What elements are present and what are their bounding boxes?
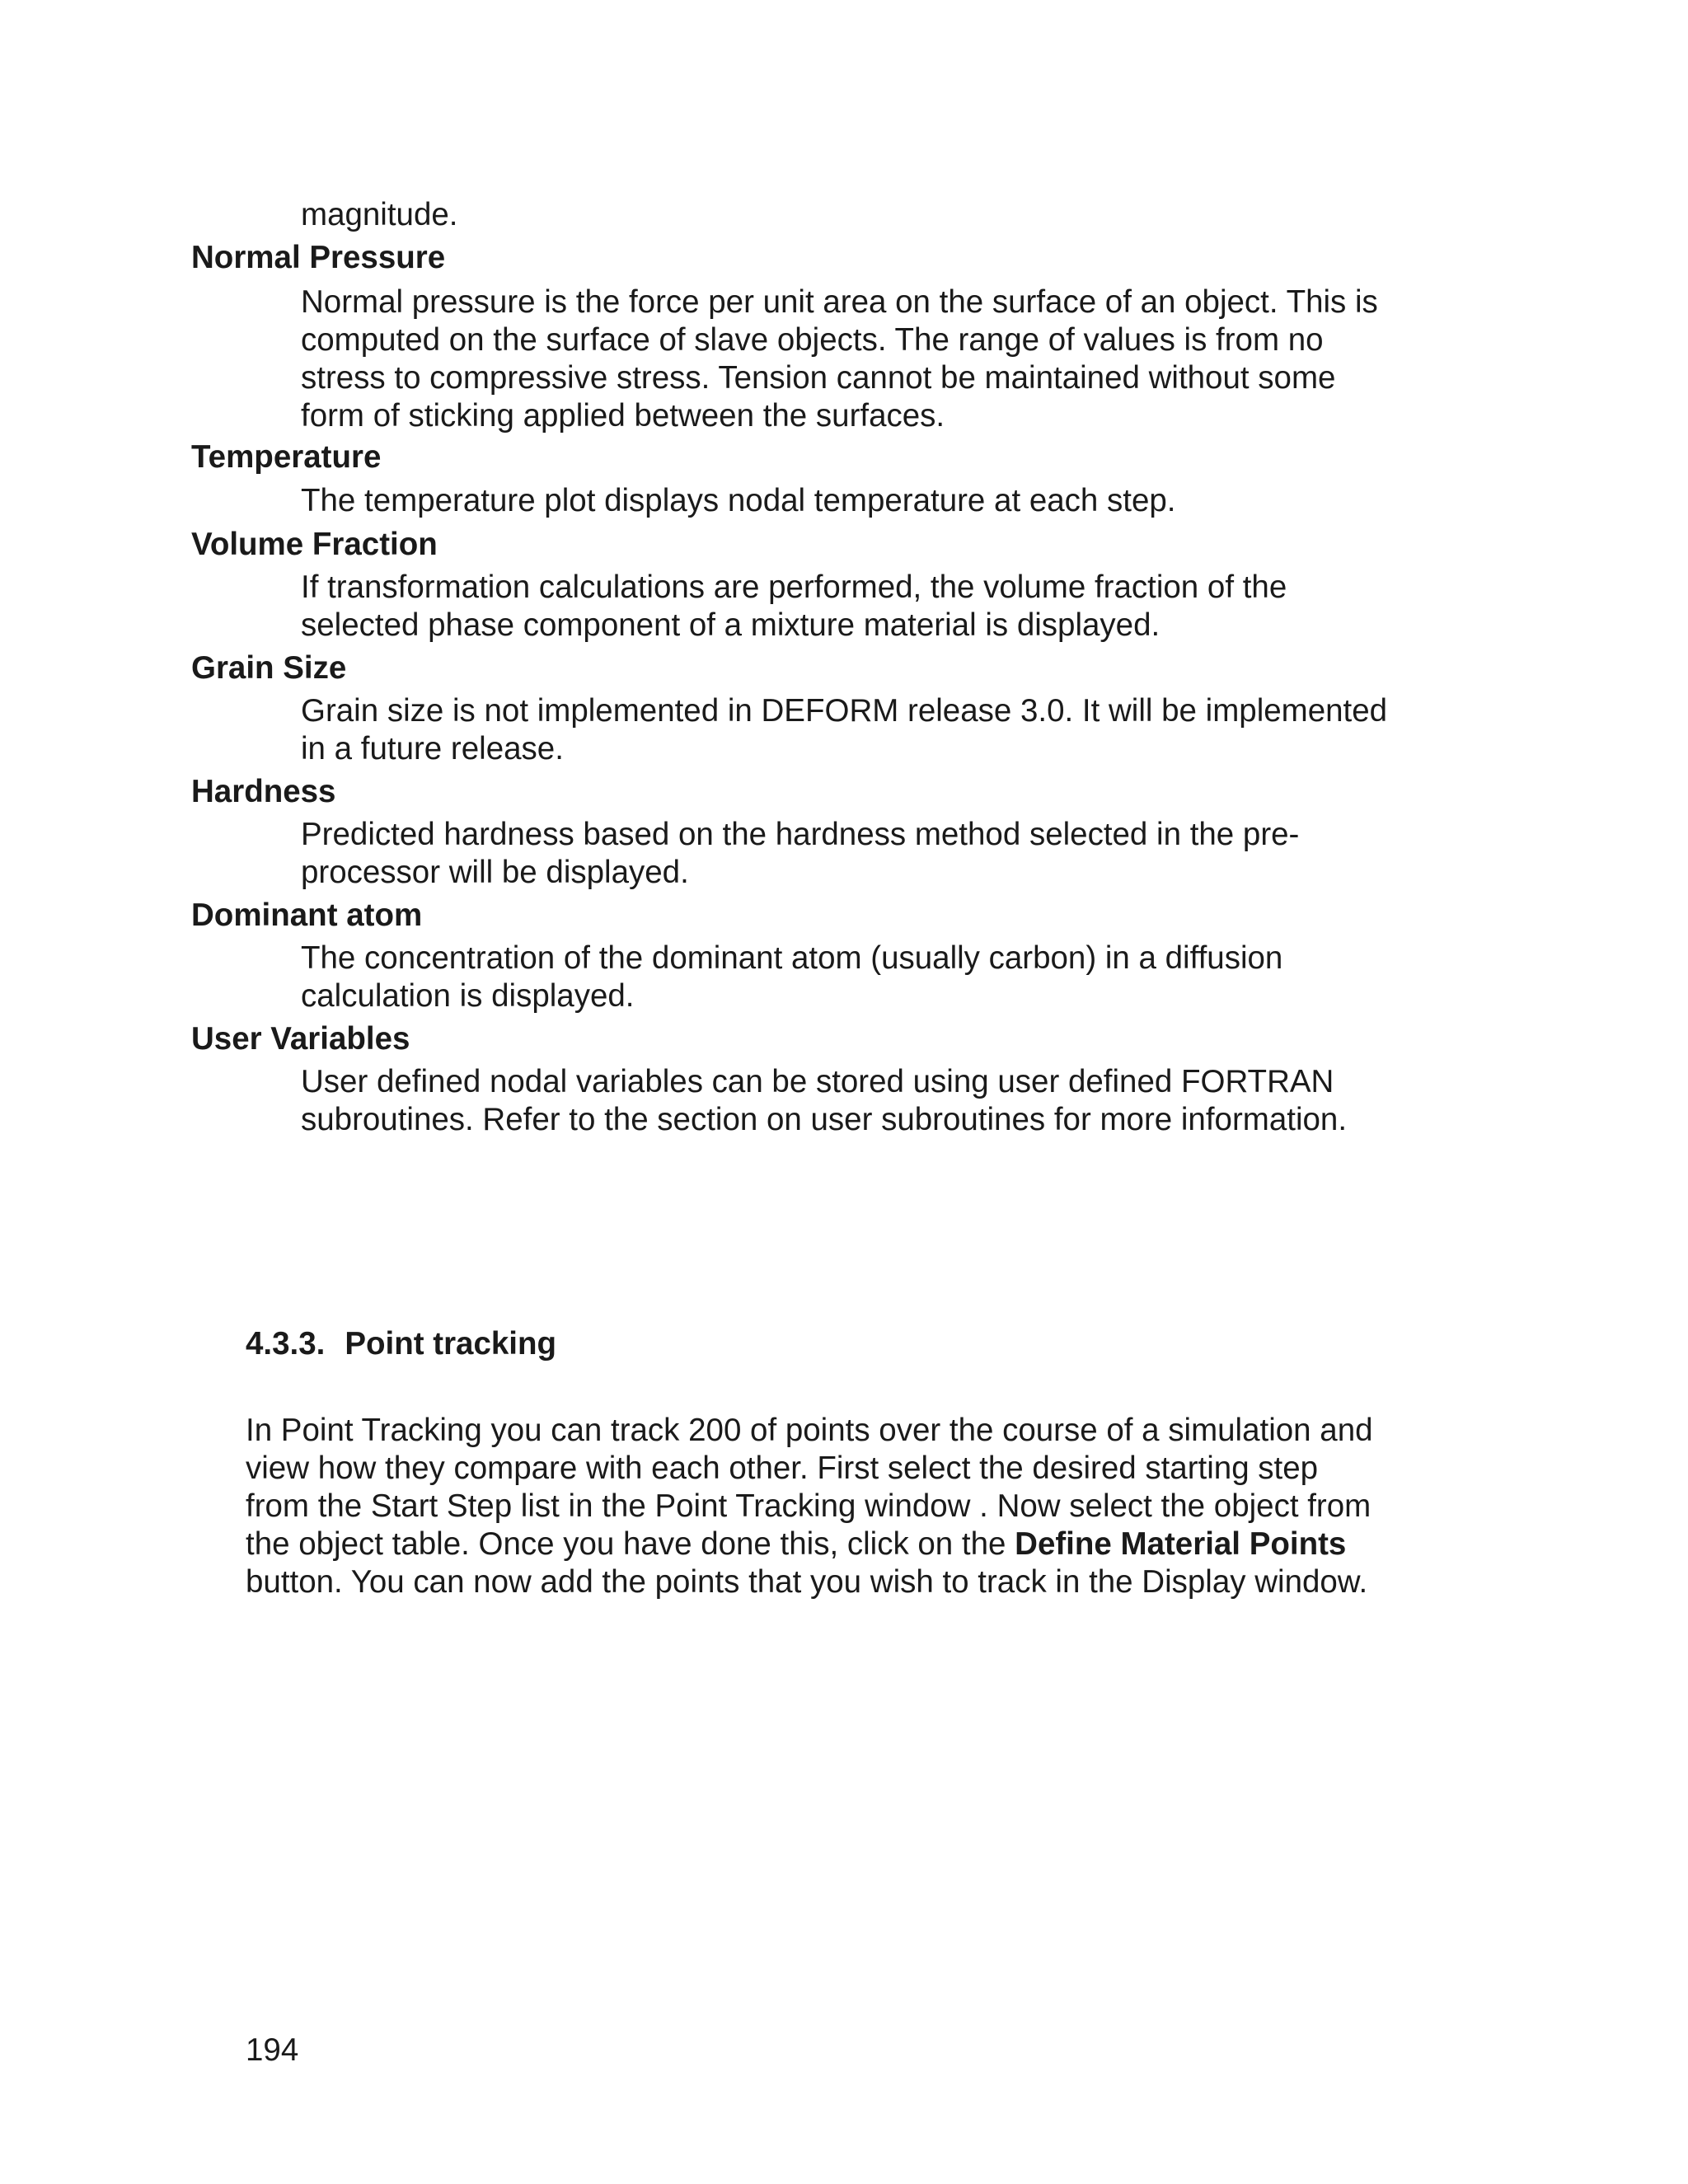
- definition-line: If transformation calculations are performed, the volume fraction of the: [301, 569, 1287, 605]
- section-heading: [246, 1325, 556, 1363]
- definition-normal-pressure: [301, 284, 1537, 435]
- definition-line: selected phase component of a mixture material is displayed.: [301, 607, 1160, 643]
- term-volume-fraction: Volume Fraction: [191, 527, 438, 562]
- definition-line: in a future release.: [301, 731, 564, 766]
- definition-line: form of sticking applied between the surfaces.: [301, 398, 945, 434]
- definition-hardness: [301, 816, 1537, 892]
- definition-line: User defined nodal variables can be stored using user defined FORTRAN: [301, 1064, 1334, 1099]
- term-temperature: Temperature: [191, 439, 382, 475]
- paragraph-text: the object table. Once you have done this, click on the: [246, 1526, 1015, 1562]
- section-number: 4.3.3.: [246, 1326, 326, 1361]
- definition-line: The concentration of the dominant atom (usually carbon) in a diffusion: [301, 940, 1283, 976]
- definition-user-variables: [301, 1063, 1537, 1139]
- definition-line: Predicted hardness based on the hardness method selected in the pre-: [301, 817, 1300, 852]
- definition-line: Normal pressure is the force per unit area on the surface of an object. This is: [301, 284, 1378, 320]
- definition-line: calculation is displayed.: [301, 978, 635, 1014]
- definition-line: processor will be displayed.: [301, 855, 689, 890]
- definition-dominant-atom: [301, 940, 1537, 1015]
- definition-temperature: [301, 482, 1537, 520]
- paragraph-line: In Point Tracking you can track 200 of points over the course of a simulation and: [246, 1413, 1373, 1448]
- page-number: 194: [246, 2032, 299, 2068]
- term-dominant-atom: Dominant atom: [191, 898, 423, 933]
- section-title: Point tracking: [345, 1326, 557, 1361]
- definition-line: The temperature plot displays nodal temperature at each step.: [301, 483, 1176, 518]
- definition-grain-size: [301, 692, 1537, 768]
- definition-volume-fraction: [301, 569, 1537, 644]
- definition-line: Grain size is not implemented in DEFORM release 3.0. It will be implemented: [301, 693, 1388, 729]
- paragraph-line: view how they compare with each other. First select the desired starting step: [246, 1451, 1319, 1486]
- paragraph-line: from the Start Step list in the Point Tracking window . Now select the object from: [246, 1488, 1372, 1524]
- continuation-line: [301, 196, 1537, 234]
- continuation-text: magnitude.: [301, 197, 458, 232]
- define-material-points-label: Define Material Points: [1015, 1526, 1347, 1562]
- paragraph-line: [246, 1526, 1482, 1563]
- term-grain-size: Grain Size: [191, 650, 347, 686]
- definition-line: stress to compressive stress. Tension cannot be maintained without some: [301, 360, 1336, 396]
- paragraph-line: button. You can now add the points that you wish to track in the Display window.: [246, 1564, 1368, 1600]
- definition-line: subroutines. Refer to the section on user subroutines for more information.: [301, 1102, 1348, 1137]
- term-user-variables: User Variables: [191, 1021, 410, 1057]
- term-hardness: Hardness: [191, 774, 336, 809]
- section-paragraph: [246, 1412, 1482, 1601]
- definition-line: computed on the surface of slave objects. The range of values is from no: [301, 322, 1324, 358]
- term-normal-pressure: Normal Pressure: [191, 240, 446, 275]
